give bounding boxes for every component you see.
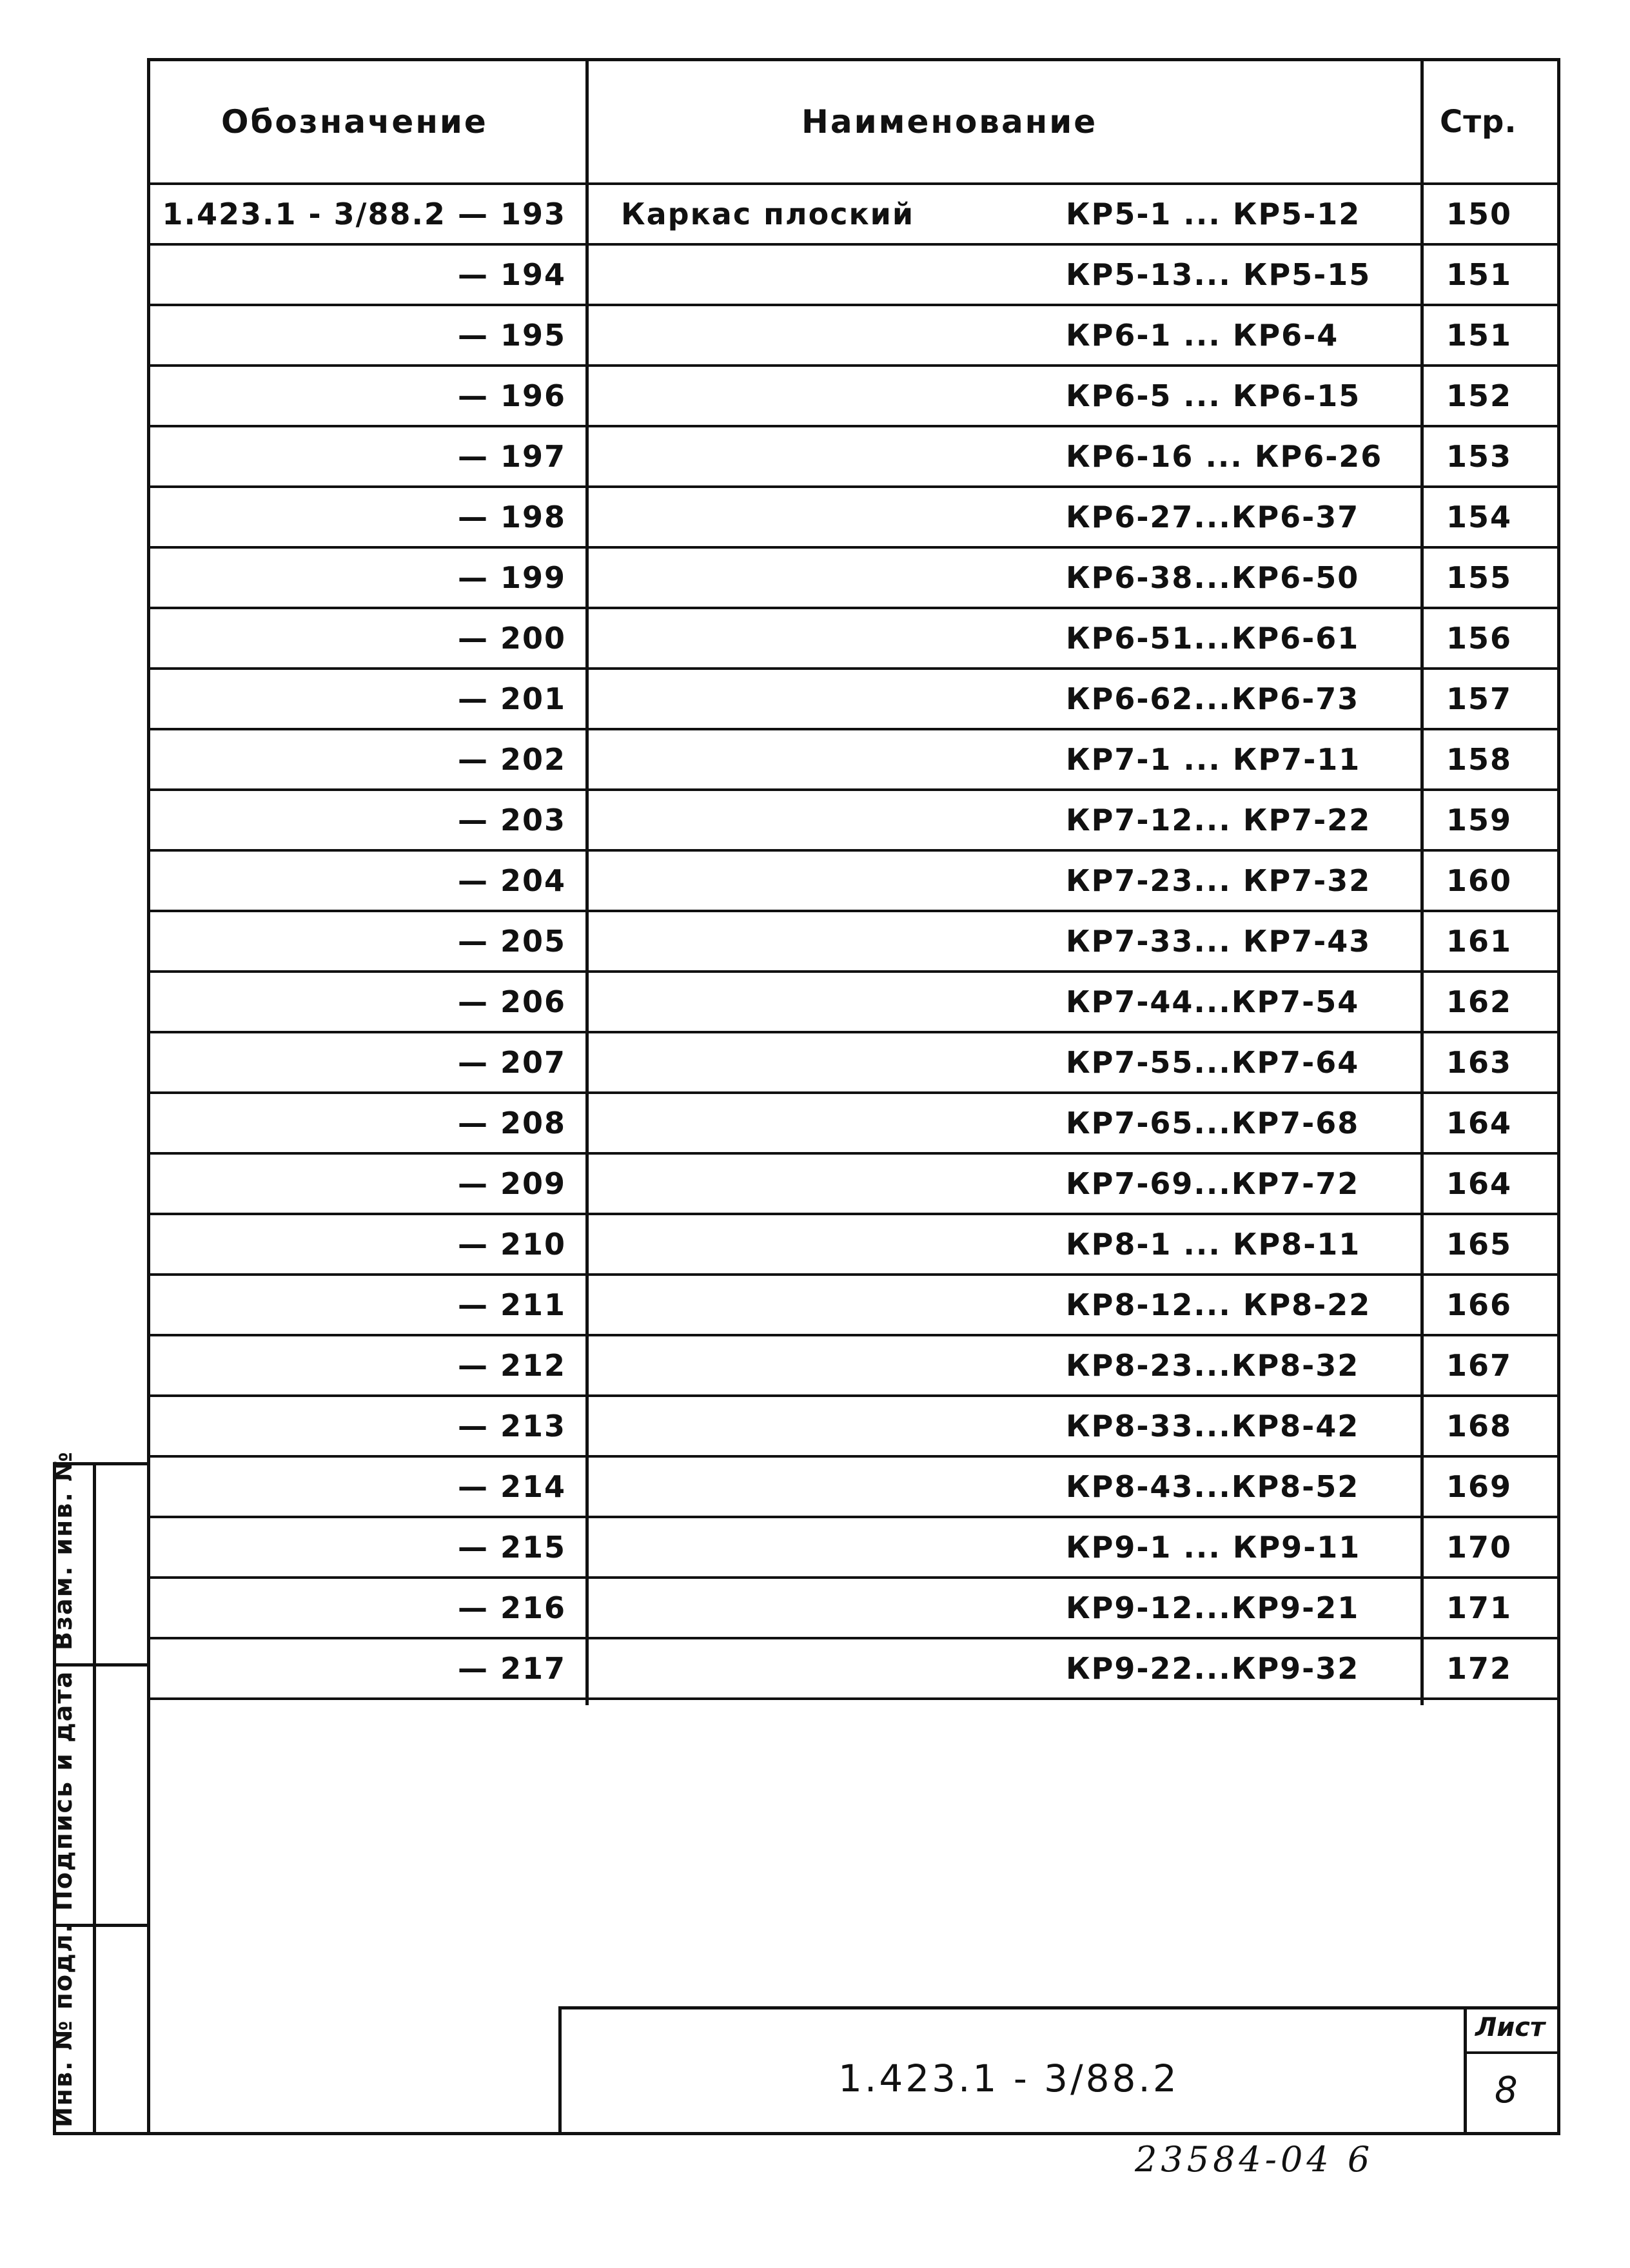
row-range: КР6-38...КР6-50: [1066, 560, 1360, 595]
row-range: КР6-62...КР6-73: [1066, 681, 1360, 716]
row-divider: [150, 243, 1557, 246]
row-designation: — 202: [457, 742, 566, 777]
row-item-name: Каркас плоский: [621, 197, 915, 231]
sheet-label: Лист: [1475, 2013, 1546, 2042]
row-designation: — 198: [457, 500, 566, 534]
row-range: КР8-43...КР8-52: [1066, 1469, 1360, 1504]
drawing-sheet: [147, 58, 1560, 2135]
row-range: КР8-23...КР8-32: [1066, 1348, 1360, 1383]
header-designation: Обозначение: [221, 103, 488, 141]
title-block-sheet-separator: [1464, 2051, 1560, 2054]
row-designation: — 204: [457, 863, 566, 898]
side-stamp-separator: [53, 1663, 147, 1667]
row-designation: — 208: [457, 1106, 566, 1140]
row-designation: — 215: [457, 1530, 566, 1565]
row-page: 169: [1446, 1469, 1513, 1504]
row-divider: [150, 304, 1557, 306]
table-bottom-border: [150, 1697, 1557, 1700]
row-designation: — 194: [457, 257, 566, 292]
row-designation: 1.423.1 - 3/88.2 — 193: [162, 197, 566, 231]
row-divider: [150, 970, 1557, 973]
row-page: 170: [1446, 1530, 1513, 1565]
row-page: 157: [1446, 681, 1513, 716]
row-divider: [150, 1091, 1557, 1094]
row-designation: — 205: [457, 924, 566, 959]
document-code: 1.423.1 - 3/88.2: [838, 2057, 1179, 2100]
row-range: КР6-16 ... КР6-26: [1066, 439, 1383, 474]
row-divider: [150, 1516, 1557, 1518]
row-divider: [150, 1637, 1557, 1639]
row-page: 163: [1446, 1045, 1513, 1080]
row-range: КР6-5 ... КР6-15: [1066, 378, 1361, 413]
row-divider: [150, 1273, 1557, 1276]
row-page: 151: [1446, 257, 1513, 292]
row-divider: [150, 849, 1557, 852]
row-designation: — 216: [457, 1590, 566, 1625]
row-divider: [150, 546, 1557, 549]
row-divider: [150, 182, 1557, 185]
row-page: 156: [1446, 621, 1513, 656]
row-divider: [150, 1213, 1557, 1215]
row-designation: — 214: [457, 1469, 566, 1504]
row-range: КР6-27...КР6-37: [1066, 500, 1360, 534]
row-page: 150: [1446, 197, 1513, 231]
column-divider-2: [1420, 61, 1424, 1705]
row-page: 151: [1446, 318, 1513, 353]
row-range: КР9-22...КР9-32: [1066, 1651, 1360, 1686]
row-divider: [150, 607, 1557, 609]
row-page: 165: [1446, 1227, 1513, 1262]
row-divider: [150, 910, 1557, 912]
header-page: Стр.: [1440, 104, 1517, 140]
row-page: 168: [1446, 1409, 1513, 1443]
footer-inventory-note: 23584-04 6: [1135, 2139, 1374, 2180]
podpis-data-label: Подпись и дата: [49, 1670, 77, 1911]
row-range: КР7-65...КР7-68: [1066, 1106, 1360, 1140]
side-stamp-divider: [93, 1462, 96, 2135]
inv-podl-label: Инв. № подл.: [49, 1922, 77, 2127]
row-divider: [150, 1576, 1557, 1579]
row-page: 155: [1446, 560, 1513, 595]
row-designation: — 201: [457, 681, 566, 716]
row-page: 153: [1446, 439, 1513, 474]
row-divider: [150, 1455, 1557, 1458]
row-page: 172: [1446, 1651, 1513, 1686]
row-range: КР7-1 ... КР7-11: [1066, 742, 1361, 777]
vzam-inv-label: Взам. инв. №: [49, 1451, 77, 1650]
row-range: КР5-13... КР5-15: [1066, 257, 1371, 292]
row-designation: — 211: [457, 1287, 566, 1322]
row-range: КР9-12...КР9-21: [1066, 1590, 1360, 1625]
row-designation: — 200: [457, 621, 566, 656]
row-divider: [150, 667, 1557, 670]
row-range: КР6-1 ... КР6-4: [1066, 318, 1339, 353]
row-divider: [150, 485, 1557, 488]
row-page: 152: [1446, 378, 1513, 413]
row-range: КР6-51...КР6-61: [1066, 621, 1360, 656]
row-divider: [150, 728, 1557, 730]
row-range: КР8-1 ... КР8-11: [1066, 1227, 1361, 1262]
row-designation: — 209: [457, 1166, 566, 1201]
sheet-number: 8: [1495, 2069, 1518, 2111]
row-page: 164: [1446, 1166, 1513, 1201]
row-designation: — 212: [457, 1348, 566, 1383]
row-page: 162: [1446, 984, 1513, 1019]
row-range: КР7-12... КР7-22: [1066, 803, 1371, 837]
row-divider: [150, 1334, 1557, 1336]
row-range: КР7-23... КР7-32: [1066, 863, 1371, 898]
row-page: 164: [1446, 1106, 1513, 1140]
row-divider: [150, 364, 1557, 367]
row-designation: — 196: [457, 378, 566, 413]
row-range: КР7-55...КР7-64: [1066, 1045, 1360, 1080]
row-designation: — 213: [457, 1409, 566, 1443]
row-divider: [150, 1152, 1557, 1155]
title-block-divider: [1464, 2006, 1467, 2135]
row-range: КР8-33...КР8-42: [1066, 1409, 1360, 1443]
row-divider: [150, 1031, 1557, 1033]
row-designation: — 207: [457, 1045, 566, 1080]
row-range: КР7-69...КР7-72: [1066, 1166, 1360, 1201]
row-range: КР8-12... КР8-22: [1066, 1287, 1371, 1322]
row-divider: [150, 425, 1557, 427]
row-page: 167: [1446, 1348, 1513, 1383]
row-page: 160: [1446, 863, 1513, 898]
row-range: КР5-1 ... КР5-12: [1066, 197, 1361, 231]
row-designation: — 195: [457, 318, 566, 353]
row-page: 158: [1446, 742, 1513, 777]
row-page: 166: [1446, 1287, 1513, 1322]
row-page: 171: [1446, 1590, 1513, 1625]
header-name: Наименование: [801, 103, 1098, 141]
row-designation: — 210: [457, 1227, 566, 1262]
row-range: КР7-44...КР7-54: [1066, 984, 1360, 1019]
row-divider: [150, 788, 1557, 791]
row-designation: — 197: [457, 439, 566, 474]
row-range: КР7-33... КР7-43: [1066, 924, 1371, 959]
row-designation: — 203: [457, 803, 566, 837]
column-divider-1: [585, 61, 589, 1705]
row-page: 154: [1446, 500, 1513, 534]
row-divider: [150, 1394, 1557, 1397]
row-designation: — 199: [457, 560, 566, 595]
row-page: 159: [1446, 803, 1513, 837]
row-page: 161: [1446, 924, 1513, 959]
row-designation: — 217: [457, 1651, 566, 1686]
row-range: КР9-1 ... КР9-11: [1066, 1530, 1361, 1565]
row-designation: — 206: [457, 984, 566, 1019]
